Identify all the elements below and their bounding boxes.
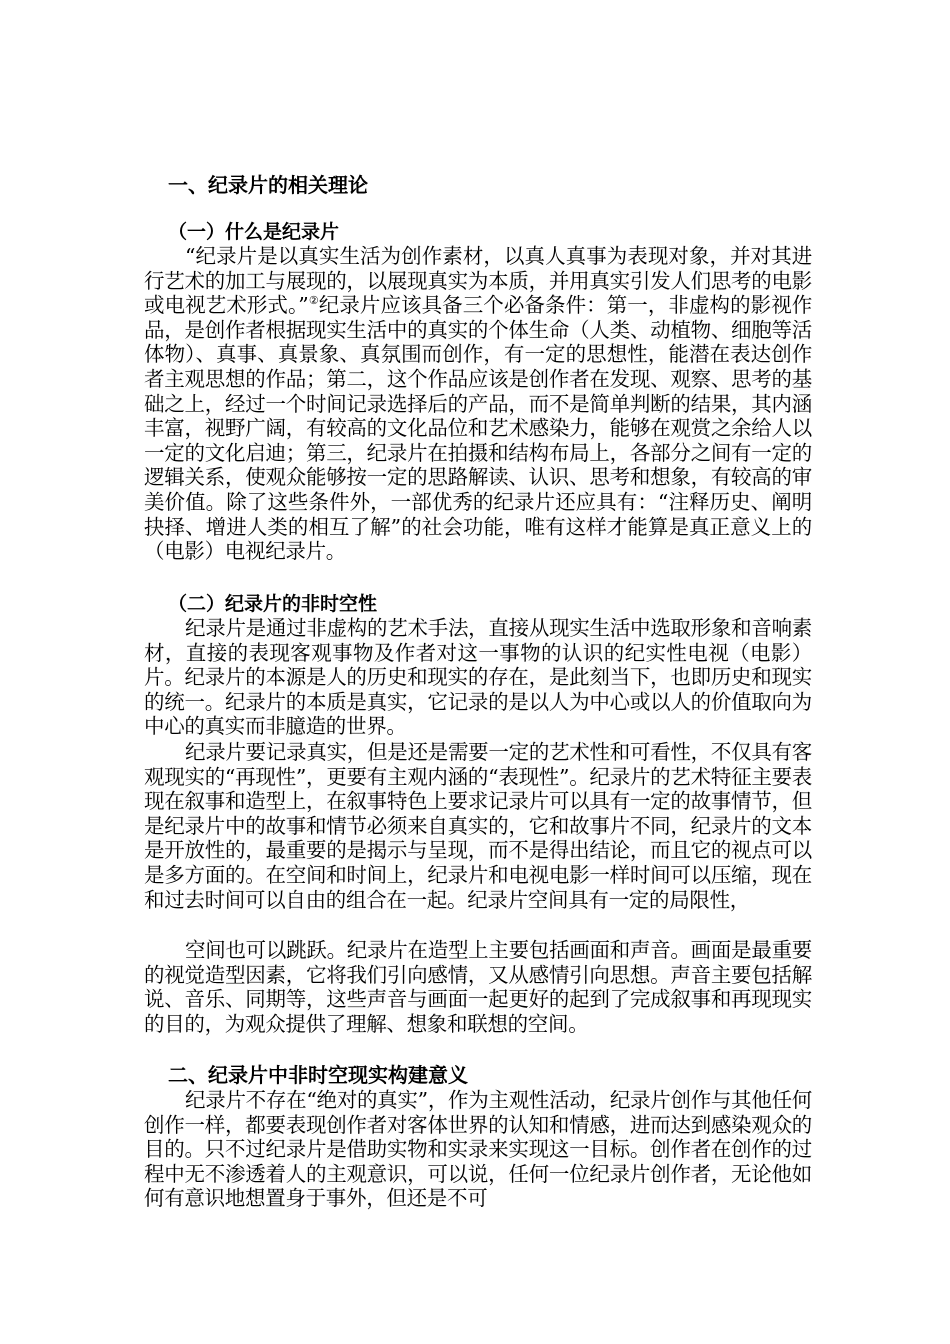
subsection-1-heading: （一）什么是纪录片 — [168, 221, 340, 243]
subsection-2-paragraph-2: 纪录片要记录真实，但是还是需要一定的艺术性和可看性，不仅具有客观现实的“再现性”，更要有主观内涵的“表现性”。纪录片的艺术特征主要表现在叙事和造型上，在叙事特色上要求记录片可以具有一定的故事情节，但是纪录片中的故事和情节必须来自真实的，它和故事片不同，纪录片的文本是开放性的，最重要的是揭示与呈现，而不是得出结论，而且它的视点可以是多方面的。在空间和时间上，纪录片和电视电影一样时间可以压缩，现在和过去时间可以自由的组合在一起。纪录片空间具有一定的局限性， — [144, 740, 812, 912]
subsection-1-paragraph — [144, 244, 812, 564]
subsection-2-paragraph-1: 纪录片是通过非虚构的艺术手法，直接从现实生活中选取形象和音响素材，直接的表现客观事物及作者对这一事物的认识的纪实性电视（电影）片。纪录片的本源是人的历史和现实的存在，是此刻当下，也即历史和现实的统一。纪录片的本质是真实，它记录的是以人为中心或以人的价值取向为中心的真实而非臆造的世界。 — [144, 616, 812, 739]
paragraph-text-body: 纪录片应该具备三个必备条件：第一，非虚构的影视作品，是创作者根据现实生活中的真实的个体生命（人类、动植物、细胞等活体物）、真事、真景象、真氛围而创作，有一定的思想性，能潜在表达创作者主观思想的作品；第二，这个作品应该是创作者在发现、观察、思考的基础之上，经过一个时间记录选择后的产品，而不是简单判断的结果，其内涵丰富，视野广阔，有较高的文化品位和艺术感染力，能够在观赏之余给人以一定的文化启迪；第三，纪录片在拍摄和结构布局上，各部分之间有一定的逻辑关系，使观众能够按一定的思路解读、认识、思考和想象，有较高的审美价值。除了这些条件外，一部优秀的纪录片还应具有：“注释历史、阐明抉择、增进人类的相互了解”的社会功能，唯有这样才能算是真正意义上的（电影）电视纪录片。 — [144, 293, 812, 564]
section-2-heading: 二、纪录片中非时空现实构建意义 — [168, 1063, 468, 1087]
section-1-heading: 一、纪录片的相关理论 — [168, 173, 368, 197]
section-2-paragraph-1: 纪录片不存在“绝对的真实”，作为主观性活动，纪录片创作与其他任何创作一样，都要表现创作者对客体世界的认知和情感，进而达到感染观众的目的。只不过纪录片是借助实物和实录来实现这一目标。创作者在创作的过程中无不渗透着人的主观意识，可以说，任何一位纪录片创作者，无论他如何有意识地想置身于事外，但还是不可 — [144, 1088, 812, 1211]
subsection-2-paragraph-3: 空间也可以跳跃。纪录片在造型上主要包括画面和声音。画面是最重要的视觉造型因素，它将我们引向感情，又从感情引向思想。声音主要包括解说、音乐、同期等，这些声音与画面一起更好的起到了完成叙事和再现现实的目的，为观众提供了理解、想象和联想的空间。 — [144, 938, 812, 1036]
subsection-2-heading: （二）纪录片的非时空性 — [168, 593, 378, 615]
paragraph-text-quote: “纪录片是以真实生活为创作素材，以真人真事为表现对象，并对其进行艺术的加工与展现的，以展现真实为本质，并用真实引发人们思考的电影或电视艺术形式。” — [144, 244, 812, 318]
footnote-marker[interactable]: ② — [308, 294, 319, 308]
